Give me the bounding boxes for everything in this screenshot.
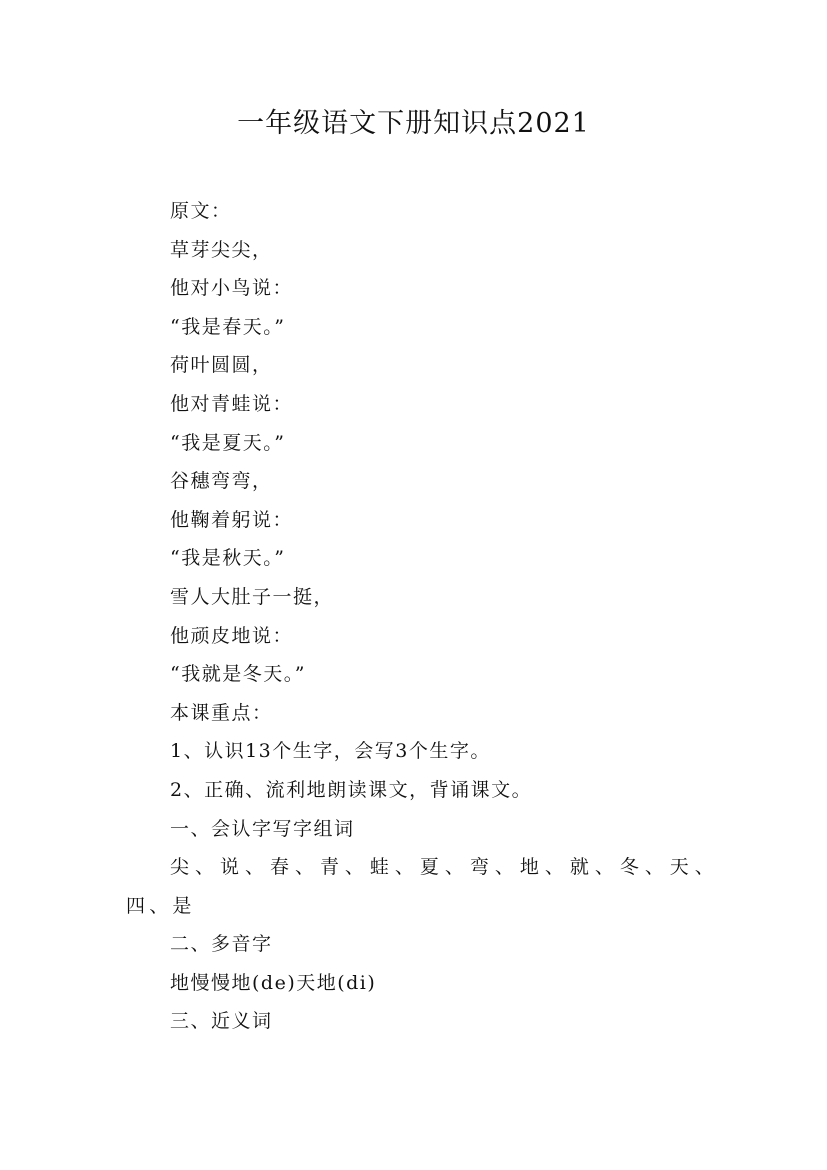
paragraph: “我就是冬天。” xyxy=(170,663,306,686)
paragraph: 草芽尖尖， xyxy=(170,238,273,261)
paragraph: “我是秋天。” xyxy=(170,547,286,570)
paragraph: 荷叶圆圆， xyxy=(170,354,273,377)
paragraph: 尖、说、春、青、蛙、夏、弯、地、就、冬、天、四、是 xyxy=(126,856,718,917)
paragraph: 他顽皮地说： xyxy=(170,624,294,647)
paragraph: 谷穗弯弯， xyxy=(170,470,273,493)
paragraph: “我是春天。” xyxy=(170,315,286,338)
document-title: 一年级语文下册知识点2021 xyxy=(237,108,590,139)
paragraph: 一、会认字写字组词 xyxy=(170,817,355,840)
paragraph: 1、认识13个生字，会写3个生字。 xyxy=(170,740,491,763)
paragraph: 二、多音字 xyxy=(170,933,273,956)
paragraph: 他鞠着躬说： xyxy=(170,508,294,531)
paragraph: 他对青蛙说： xyxy=(170,392,294,415)
paragraph: 他对小鸟说： xyxy=(170,277,294,300)
paragraph: 2、正确、流利地朗读课文，背诵课文。 xyxy=(170,778,533,801)
paragraph: 原文： xyxy=(170,200,232,222)
paragraph: “我是夏天。” xyxy=(170,431,286,454)
document-body xyxy=(126,192,718,1041)
paragraph: 三、近义词 xyxy=(170,1010,273,1033)
paragraph: 地慢慢地(de)天地(di) xyxy=(170,971,377,994)
paragraph: 本课重点： xyxy=(170,701,273,724)
paragraph: 雪人大肚子一挺， xyxy=(170,585,335,608)
